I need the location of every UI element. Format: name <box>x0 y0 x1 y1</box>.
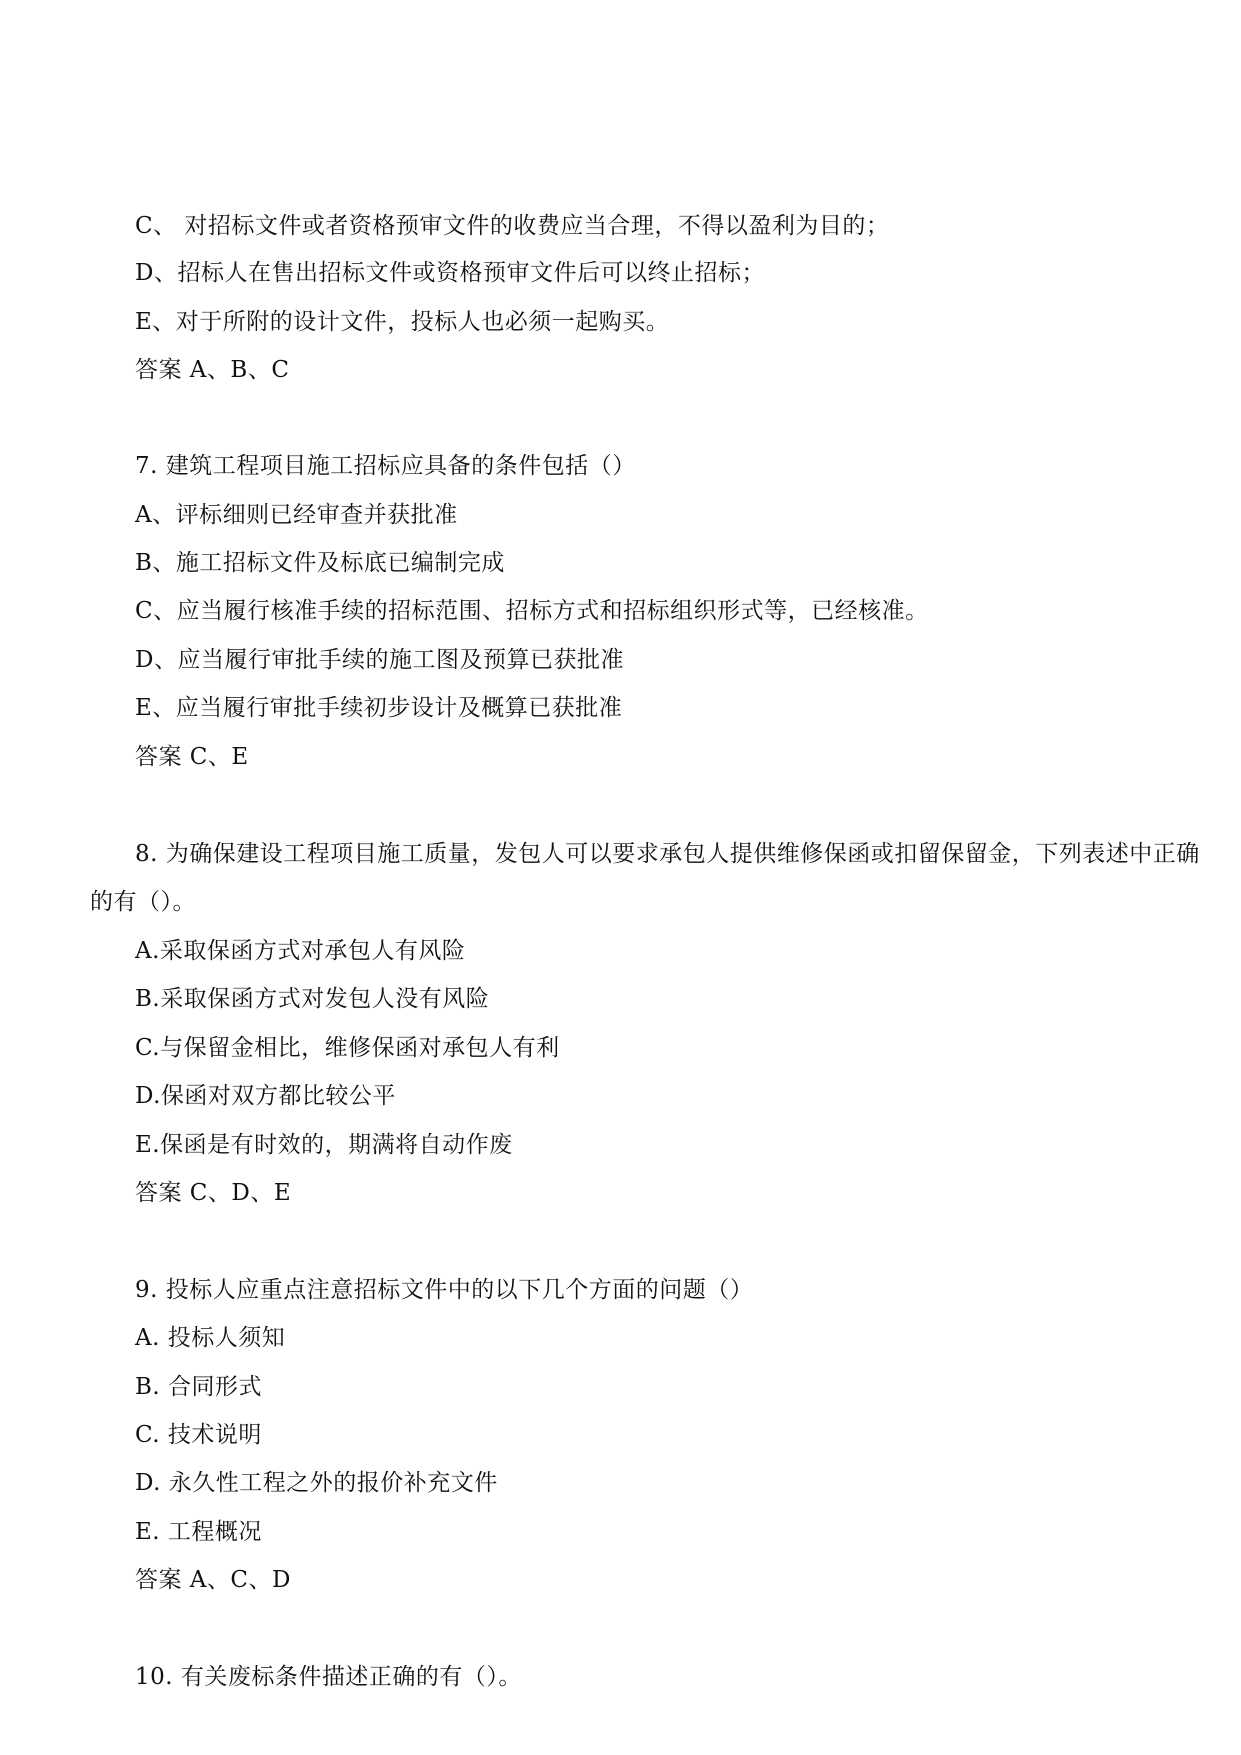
q6-answer: 答案 A、B、C <box>135 357 290 383</box>
q8-question-line2: 的有（）。 <box>90 889 196 915</box>
q6-option-e: E、对于所附的设计文件，投标人也必须一起购买。 <box>135 309 670 335</box>
q7-question: 7. 建筑工程项目施工招标应具备的条件包括（） <box>135 453 636 479</box>
q6-option-d: D、招标人在售出招标文件或资格预审文件后可以终止招标； <box>135 260 765 286</box>
q9-option-c: C. 技术说明 <box>135 1422 262 1448</box>
q8-option-b: B.采取保函方式对发包人没有风险 <box>135 986 490 1012</box>
q7-option-c: C、应当履行核准手续的招标范围、招标方式和招标组织形式等，已经核准。 <box>135 598 929 624</box>
q8-option-c: C.与保留金相比，维修保函对承包人有利 <box>135 1035 560 1061</box>
q9-question: 9. 投标人应重点注意招标文件中的以下几个方面的问题（） <box>135 1277 754 1303</box>
q9-option-d: D. 永久性工程之外的报价补充文件 <box>135 1470 498 1496</box>
q7-option-d: D、应当履行审批手续的施工图及预算已获批准 <box>135 647 624 673</box>
q8-option-a: A.采取保函方式对承包人有风险 <box>135 938 466 964</box>
q7-answer: 答案 C、E <box>135 744 249 770</box>
q7-option-a: A、评标细则已经审查并获批准 <box>135 502 458 528</box>
q9-answer: 答案 A、C、D <box>135 1567 291 1593</box>
q8-option-d: D.保函对双方都比较公平 <box>135 1083 396 1109</box>
q8-question-line1: 8. 为确保建设工程项目施工质量，发包人可以要求承包人提供维修保函或扣留保留金，下列表述中正确 <box>135 841 1200 867</box>
q7-option-e: E、应当履行审批手续初步设计及概算已获批准 <box>135 695 623 721</box>
q7-option-b: B、施工招标文件及标底已编制完成 <box>135 550 505 576</box>
q9-option-e: E. 工程概况 <box>135 1519 262 1545</box>
q6-option-c: C、 对招标文件或者资格预审文件的收费应当合理，不得以盈利为目的； <box>135 213 890 239</box>
q8-option-e: E.保函是有时效的，期满将自动作废 <box>135 1132 513 1158</box>
q8-answer: 答案 C、D、E <box>135 1180 292 1206</box>
q9-option-a: A. 投标人须知 <box>135 1325 286 1351</box>
q9-option-b: B. 合同形式 <box>135 1374 263 1400</box>
q10-question: 10. 有关废标条件描述正确的有（）。 <box>135 1664 522 1690</box>
